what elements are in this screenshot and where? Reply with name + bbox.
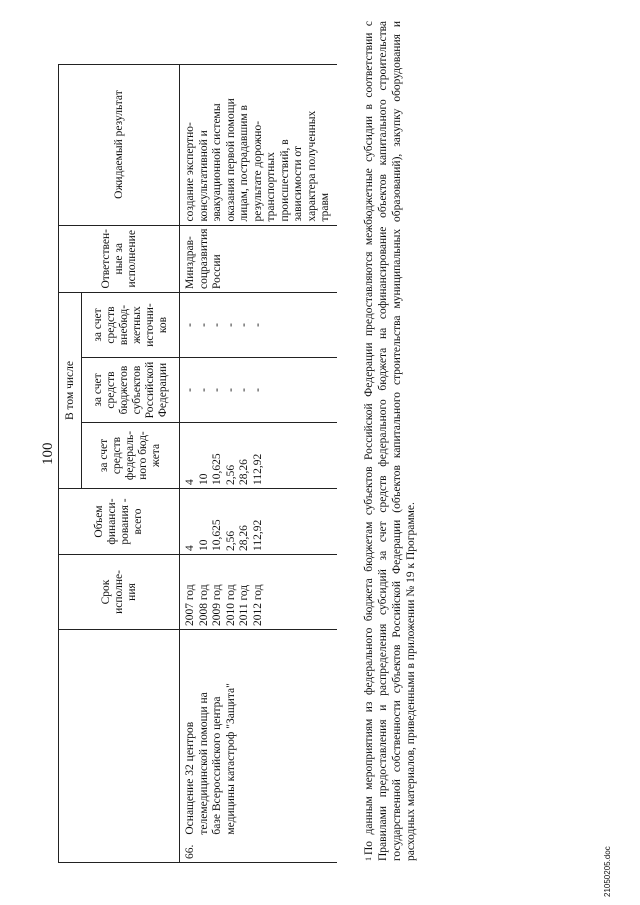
regional-value: - — [251, 388, 264, 392]
year-item: 2007 год — [184, 584, 196, 626]
name-cell — [180, 630, 337, 863]
years-cell — [180, 555, 337, 630]
offbudget-value: - — [197, 323, 210, 327]
responsible-cell: Минздрав- соцразвития России — [180, 225, 337, 292]
regional-value: - — [211, 388, 223, 392]
offbudget-value: - — [251, 323, 264, 327]
total-value: 10,625 — [211, 519, 223, 551]
total-value: 4 — [184, 545, 196, 551]
offbudget-value: - — [224, 323, 237, 327]
footnote-text: По данным мероприятиям из федерального бюджета бюджетам субъектов Российской Федерации предоставляются межбюджетные субсидии в соответствии с Правилами предоставления и распределения субсидий за счет средств федерального бюджета на софинансирование объектов капитального строительства государственной собственности субъектов Российской Федерации (объектов капитального строительства муниципальных образований), закупку оборудования и расходных материалов, приведенными в приложении № 19 к Программе. — [363, 21, 417, 861]
program-table — [58, 64, 337, 863]
document-id: 21050205.doc — [603, 846, 612, 897]
year-item: 2010 год — [224, 584, 237, 626]
regional-cell — [180, 358, 337, 423]
header-result: Ожидаемый результат — [59, 64, 180, 225]
year-item: 2012 год — [251, 584, 264, 626]
regional-value: - — [238, 388, 250, 392]
federal-value: 10,625 — [211, 453, 223, 485]
year-item: 2009 год — [211, 584, 223, 626]
header-name-cell — [59, 630, 180, 863]
total-value: 2,56 — [224, 530, 237, 551]
year-item: 2008 год — [197, 584, 210, 626]
header-responsible: Ответствен- ные за исполнение — [59, 225, 180, 292]
total-value: 10 — [197, 539, 210, 551]
header-regional: за счет средств бюджетов субъектов Российской Федерации — [82, 358, 180, 423]
row-name: Оснащение 32 центров телемедицинской помощи на базе Всероссийского центра медицины катастроф "Защита" — [184, 683, 237, 835]
regional-value: - — [197, 388, 210, 392]
row-number: 66. — [184, 844, 196, 859]
regional-value: - — [224, 388, 237, 392]
federal-value: 10 — [197, 473, 210, 485]
header-deadline: Срок исполне- ния — [59, 555, 180, 630]
header-offbudget: за счет средств внебюд- жетных источни- ков — [82, 293, 180, 358]
header-total: Объем финанси- рования - всего — [59, 489, 180, 555]
regional-value: - — [184, 388, 196, 392]
offbudget-value: - — [238, 323, 250, 327]
federal-value: 112,92 — [251, 453, 264, 485]
federal-value: 4 — [184, 479, 196, 485]
federal-value: 2,56 — [224, 464, 237, 485]
totals-cell — [180, 489, 337, 555]
federal-value: 28,26 — [238, 459, 250, 485]
page-number: 100 — [40, 442, 56, 465]
header-federal: за счет средств федераль- ного бюд- жета — [82, 423, 180, 489]
result-cell: создание экспертно- консультативной и эвакуационной системы оказания первой помощи лицам, пострадавшим в результате дорожно- транспортных происшествий, в зависимости от характера полученных травм — [180, 64, 337, 225]
header-in-that-number: В том числе — [59, 293, 82, 489]
total-value: 112,92 — [251, 519, 264, 551]
offbudget-value: - — [184, 323, 196, 327]
table-row — [180, 64, 337, 862]
year-item: 2011 год — [238, 584, 250, 626]
total-value: 28,26 — [238, 525, 250, 551]
footnote — [362, 21, 418, 861]
federal-cell — [180, 423, 337, 489]
offbudget-cell — [180, 293, 337, 358]
footnote-marker: 1 — [364, 857, 373, 861]
offbudget-value: - — [211, 323, 223, 327]
